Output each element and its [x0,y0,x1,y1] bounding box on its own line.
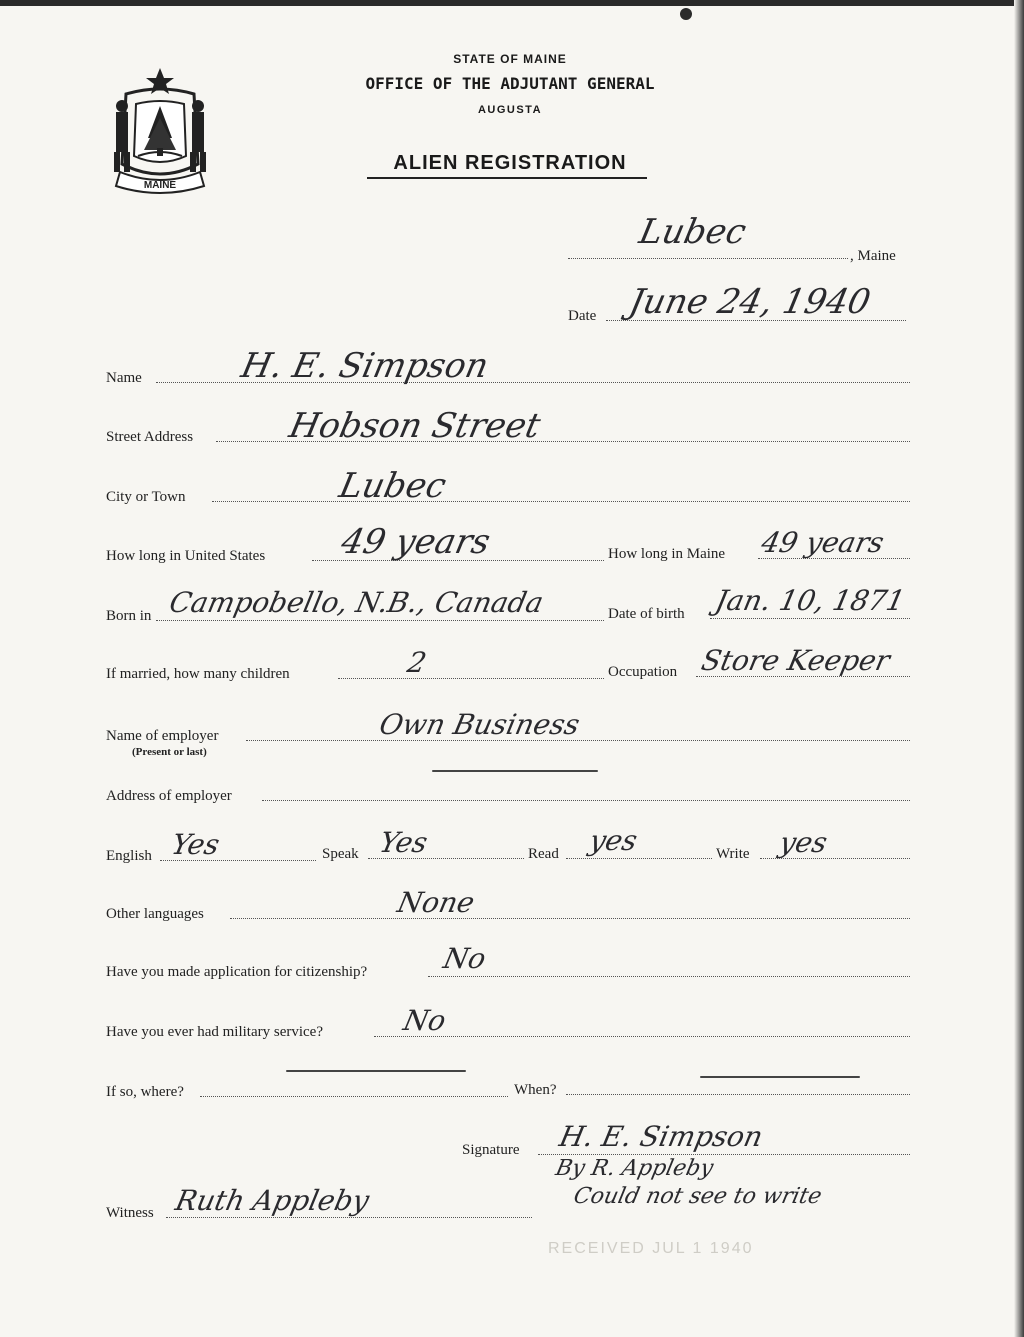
form-title: ALIEN REGISTRATION [393,152,627,174]
long-maine-label: How long in Maine [608,546,726,562]
page-right-edge [1014,0,1024,1337]
title-underline [367,177,647,179]
date-value: June 24, 1940 [625,282,875,322]
military-label: Have you ever had military service? [106,1024,323,1040]
employer-value: Own Business [376,708,583,741]
children-label: If married, how many children [106,666,290,682]
citizenship-label: Have you made application for citizenship? [106,964,368,980]
signature-proxy: By R. Appleby [553,1156,716,1181]
page-top-edge [0,0,1024,6]
occupation-label: Occupation [608,664,678,680]
other-languages-line [230,918,910,919]
where-line [200,1096,508,1097]
military-value: No [400,1004,449,1037]
street-label: Street Address [106,429,194,445]
witness-value: Ruth Appleby [172,1184,373,1217]
long-maine-value: 49 years [758,526,887,559]
employer-address-line [262,800,910,801]
when-label: When? [514,1082,557,1098]
read-label: Read [528,846,559,862]
born-line [156,620,604,621]
office-heading: OFFICE OF THE ADJUTANT GENERAL [365,74,655,93]
born-value: Campobello, N.B., Canada [166,586,547,619]
speak-label: Speak [322,846,359,862]
citizenship-line [428,976,910,977]
write-value: yes [776,826,831,859]
dob-label: Date of birth [608,606,685,622]
punch-hole [680,8,692,20]
born-label: Born in [106,608,152,624]
english-label: English [106,848,152,864]
signature-label: Signature [462,1142,520,1158]
city-heading: AUGUSTA [477,104,543,116]
employer-label: Name of employer [106,728,219,744]
witness-line [166,1217,532,1218]
write-label: Write [716,846,750,862]
witness-label: Witness [106,1205,154,1221]
speak-value: Yes [376,826,431,859]
read-value: yes [586,824,641,857]
dob-value: Jan. 10, 1871 [712,584,908,617]
name-value: H. E. Simpson [237,346,492,386]
employer-address-label: Address of employer [106,788,232,804]
children-value: 2 [404,646,430,679]
town-line [568,258,848,259]
long-us-value: 49 years [337,522,494,562]
date-label: Date [568,308,597,324]
name-label: Name [106,370,142,386]
where-label: If so, where? [106,1084,184,1100]
employer-sublabel: (Present or last) [132,746,207,758]
signature-value: H. E. Simpson [556,1120,766,1153]
city-value: Lubec [335,466,450,506]
signature-line [538,1154,910,1155]
received-stamp: RECEIVED JUL 1 1940 [548,1240,754,1257]
signature-note: Could not see to write [571,1184,824,1209]
maine-state-seal-icon [106,64,214,196]
occupation-value: Store Keeper [698,644,893,677]
when-dash [700,1076,860,1078]
citizenship-value: No [440,942,489,975]
when-line [566,1094,910,1095]
city-line [212,501,910,502]
employer-line [246,740,910,741]
read-line [566,858,712,859]
seal-text: MAINE [143,180,177,191]
dob-line [710,618,910,619]
where-dash [286,1070,466,1072]
military-line [374,1036,910,1037]
state-heading: STATE OF MAINE [453,52,567,66]
long-us-label: How long in United States [106,548,266,564]
town-value: Lubec [635,212,750,252]
city-label: City or Town [106,489,186,505]
other-languages-label: Other languages [106,906,204,922]
english-value: Yes [168,828,223,861]
street-value: Hobson Street [285,406,544,446]
town-suffix: , Maine [850,248,896,264]
other-languages-value: None [394,886,478,919]
children-line [338,678,604,679]
employer-address-dash [432,770,598,772]
